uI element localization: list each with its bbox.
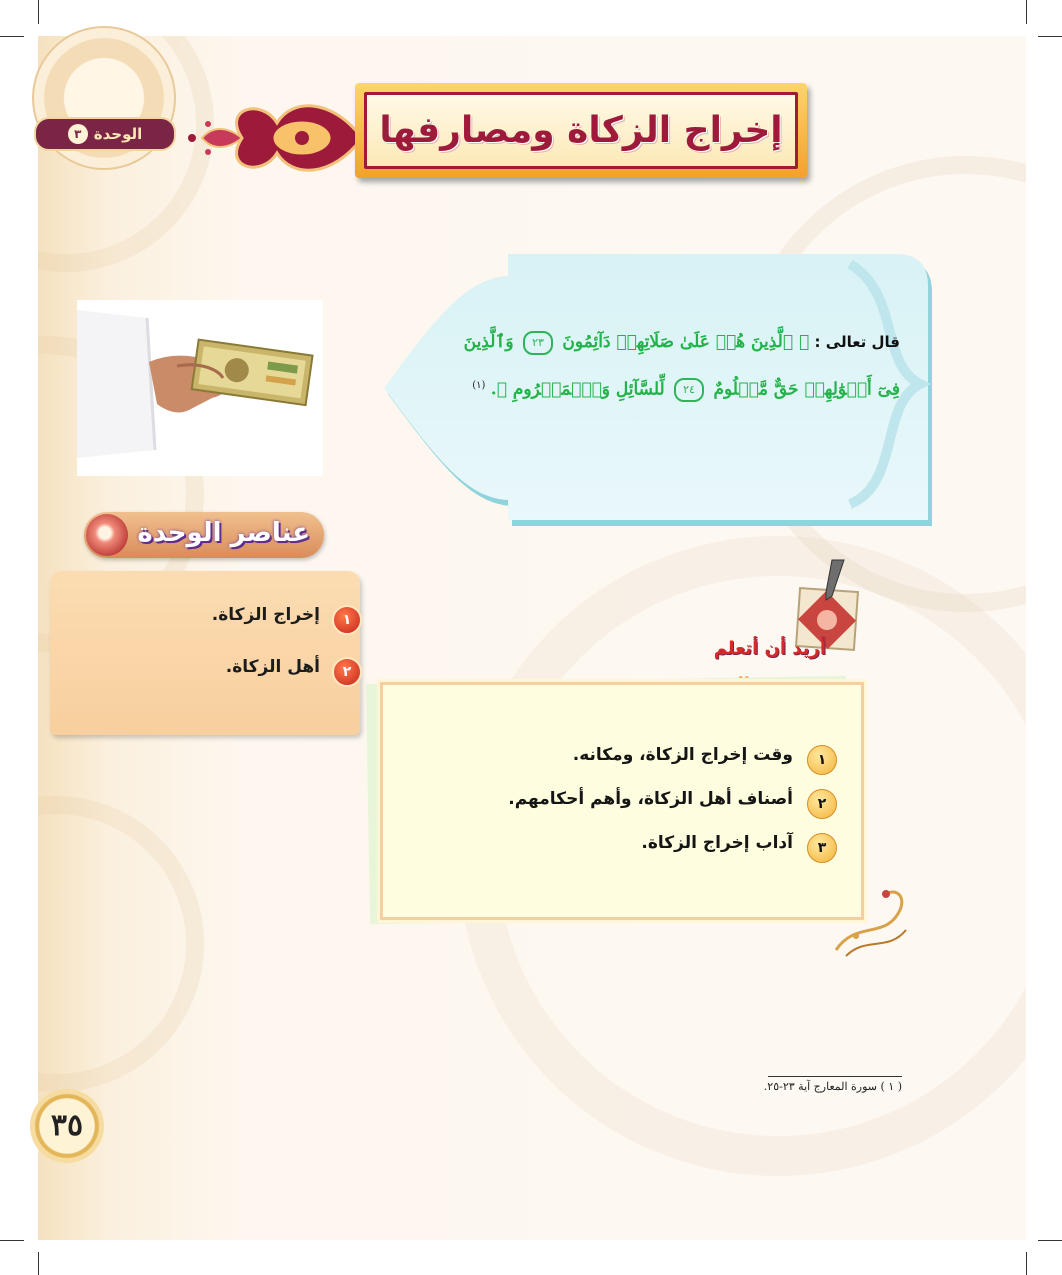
objective-number: ٣ — [807, 833, 837, 863]
ayah-number-mark: ٢٣ — [523, 331, 553, 355]
footnote-reference: (١) — [472, 380, 486, 391]
money-hand-photo — [77, 300, 323, 476]
objective-number: ١ — [807, 745, 837, 775]
objective-number: ٢ — [807, 789, 837, 819]
objective-item: أصناف أهل الزكاة، وأهم أحكامهم. — [508, 789, 793, 809]
element-item: أهل الزكاة. — [225, 657, 320, 677]
objective-item: آداب إخراج الزكاة. — [641, 833, 793, 853]
crop-mark — [38, 1252, 39, 1275]
unit-label: الوحدة — [93, 125, 143, 143]
unit-badge — [34, 117, 176, 151]
crop-mark — [1038, 1240, 1062, 1241]
decorative-circle-icon — [86, 514, 128, 556]
crop-mark — [1026, 1252, 1027, 1275]
footnote: ( ١ ) سورة المعارج آية ٢٣-٢٥. — [763, 1080, 902, 1093]
verse-line2: فِىٓ أَمۡوَٰلِهِمۡ حَقٌّ مَّعۡلُومٌ — [713, 379, 900, 400]
element-number: ١ — [332, 605, 362, 635]
verse-line2-end: لِّلسَّآئِلِ وَٱلۡمَحۡرُومِ ﴾. — [490, 379, 665, 400]
corner-flourish-icon — [826, 880, 910, 960]
crop-mark — [0, 36, 24, 37]
unit-number: ٣ — [68, 124, 88, 144]
crop-mark — [1026, 0, 1027, 24]
title-ornament-icon — [182, 88, 362, 188]
crop-mark — [38, 0, 39, 24]
page-title: إخراج الزكاة ومصارفها — [379, 110, 783, 151]
background-ornament — [38, 796, 204, 1092]
title-banner — [355, 83, 807, 178]
objectives-card — [380, 682, 864, 920]
learn-heading-line1: أريد أن أتعلم — [713, 638, 826, 659]
unit-elements-heading — [84, 512, 324, 558]
hand-holding-money-icon — [77, 300, 323, 476]
element-item: إخراج الزكاة. — [211, 605, 320, 625]
verse-intro: قال تعالى : — [814, 333, 900, 351]
verse-text — [440, 320, 900, 412]
verse-line1: ﴿ ٱلَّذِينَ هُمۡ عَلَىٰ صَلَاتِهِمۡ دَآئِمُونَ — [562, 332, 810, 352]
unit-elements-label: عناصر الوحدة — [137, 518, 310, 548]
footnote-divider — [768, 1076, 902, 1077]
objective-item: وقت إخراج الزكاة، ومكانه. — [572, 745, 793, 765]
ayah-number-mark: ٢٤ — [674, 378, 704, 402]
element-number: ٢ — [332, 657, 362, 687]
verse-line1-end: وَٱلَّذِينَ — [463, 332, 514, 352]
unit-elements-card — [50, 571, 360, 735]
page-number: ٣٥ — [50, 1108, 84, 1143]
crop-mark — [1038, 36, 1062, 37]
crop-mark — [0, 1240, 24, 1241]
